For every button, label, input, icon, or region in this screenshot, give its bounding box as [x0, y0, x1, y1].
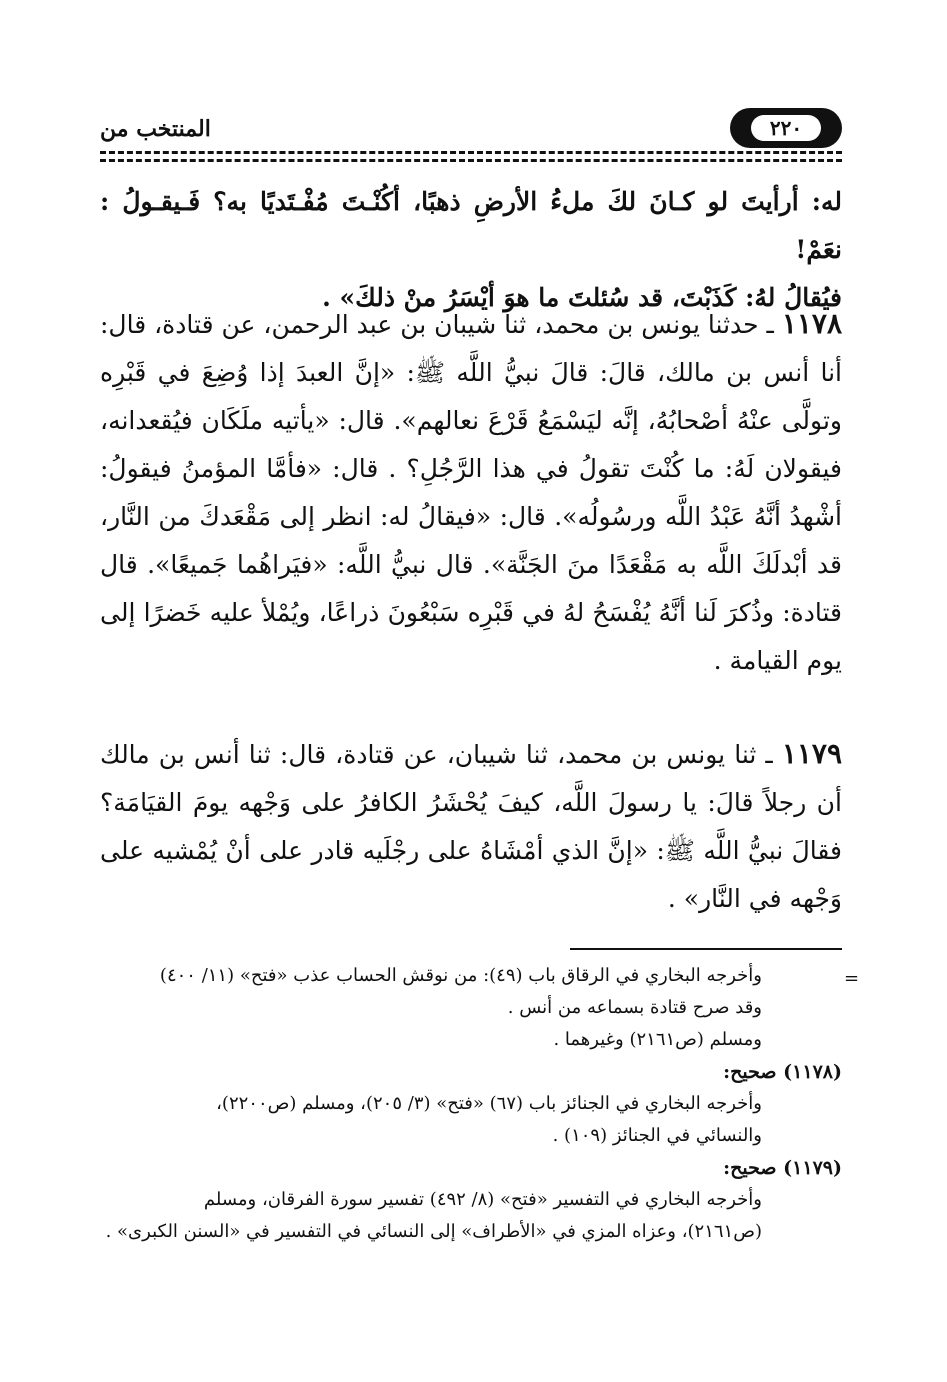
footnote-separator — [570, 948, 842, 950]
footnote-line: والنسائي في الجنائز (١٠٩) . — [552, 1125, 762, 1146]
hadith-number: ١١٧٩ — [781, 737, 842, 770]
footnote-line: وأخرجه البخاري في التفسير «فتح» (٨/ ٤٩٢) تفسير سورة الفرقان، ومسلم — [203, 1189, 762, 1210]
footnote-line: (ص٢١٦١)، وعزاه المزي في «الأطراف» إلى النسائي في التفسير في «السنن الكبرى» . — [105, 1221, 762, 1242]
hadith-number: ١١٧٨ — [781, 307, 842, 340]
page-number-badge — [730, 108, 842, 148]
footnote-heading: (١١٧٨) صحيح: — [723, 1061, 842, 1083]
page-header — [100, 108, 842, 148]
footnotes — [100, 960, 842, 1248]
footnote-line: وأخرجه البخاري في الجنائز باب (٦٧) «فتح» (٣/ ٢٠٥)، ومسلم (ص٢٢٠٠)، — [216, 1093, 762, 1114]
hadith-1178 — [100, 300, 842, 685]
header-divider-top — [100, 151, 842, 154]
hadith-1179 — [100, 730, 842, 923]
footnote-line: ومسلم (ص٢١٦١) وغيرهما . — [553, 1029, 762, 1050]
hadith-text: ـ حدثنا يونس بن محمد، ثنا شيبان بن عبد الرحمن، عن قتادة، قال: أنا أنس بن مالك، قالَ: قالَ نبيُّ اللَّه ﷺ: «إنَّ العبدَ إذا وُضِعَ في قَبْرِه وتولَّى عنْهُ أصْحابُهُ، إنَّه ليَسْمَعُ قَرْعَ نعالهم». قال: «يأتيه ملَكَان فيُقعدانه، فيقولان لَهُ: ما كُنْتَ تقولُ في هذا الرَّجُلِ؟ . قال: «فأمَّا المؤمنُ فيقولُ: أشْهدُ أنَّهُ عَبْدُ اللَّه ورسُولُه». قال: «فيقالُ له: انظر إلى مَقْعَدكَ من النَّار، قد أبْدلَكَ اللَّه به مَقْعَدًا منَ الجَنَّة». قال نبيُّ اللَّه: «فيَراهُما جَميعًا». قال قتادة: وذُكرَ لَنا أنَّهُ يُفْسَحُ لهُ في قَبْرِه سَبْعُونَ ذراعًا، ويُمْلأ عليه خَضرًا إلى يوم القيامة . — [100, 310, 842, 675]
footnote-line: وأخرجه البخاري في الرقاق باب (٤٩): من نوقش الحساب عذب «فتح» (١١/ ٤٠٠) — [159, 965, 762, 986]
intro-line: له: أرأيتَ لو كـانَ لكَ ملءُ الأرضِ ذهبًا، أكُنْـتَ مُفْـتَديًا به؟ فَـيقـولُ : نعَمْ! — [100, 187, 842, 264]
header-divider-bottom — [100, 159, 842, 162]
hadith-text: ـ ثنا يونس بن محمد، ثنا شيبان، عن قتادة، قال: ثنا أنس بن مالك أن رجلاً قالَ: يا رسولَ اللَّه، كيفَ يُحْشَرُ الكافرُ على وَجْهه يومَ القيَامَة؟ فقالَ نبيُّ اللَّه ﷺ: «إنَّ الذي أمْشَاهُ على رجْلَيه قادر على أنْ يُمْشيه على وَجْهه في النَّار» . — [100, 740, 842, 913]
intro-line: فيُقالُ لهُ: كَذَبْتَ، قد سُئلتَ ما هوَ أيْسَرُ منْ ذلكَ» . — [322, 283, 842, 312]
footnote-line: وقد صرح قتادة بسماعه من أنس . — [507, 997, 762, 1018]
running-title: المنتخب من — [100, 116, 211, 142]
footnote-heading: (١١٧٩) صحيح: — [723, 1157, 842, 1179]
page-number: ٢٢٠ — [751, 115, 821, 141]
footnote-continuation-mark: = — [844, 968, 860, 989]
